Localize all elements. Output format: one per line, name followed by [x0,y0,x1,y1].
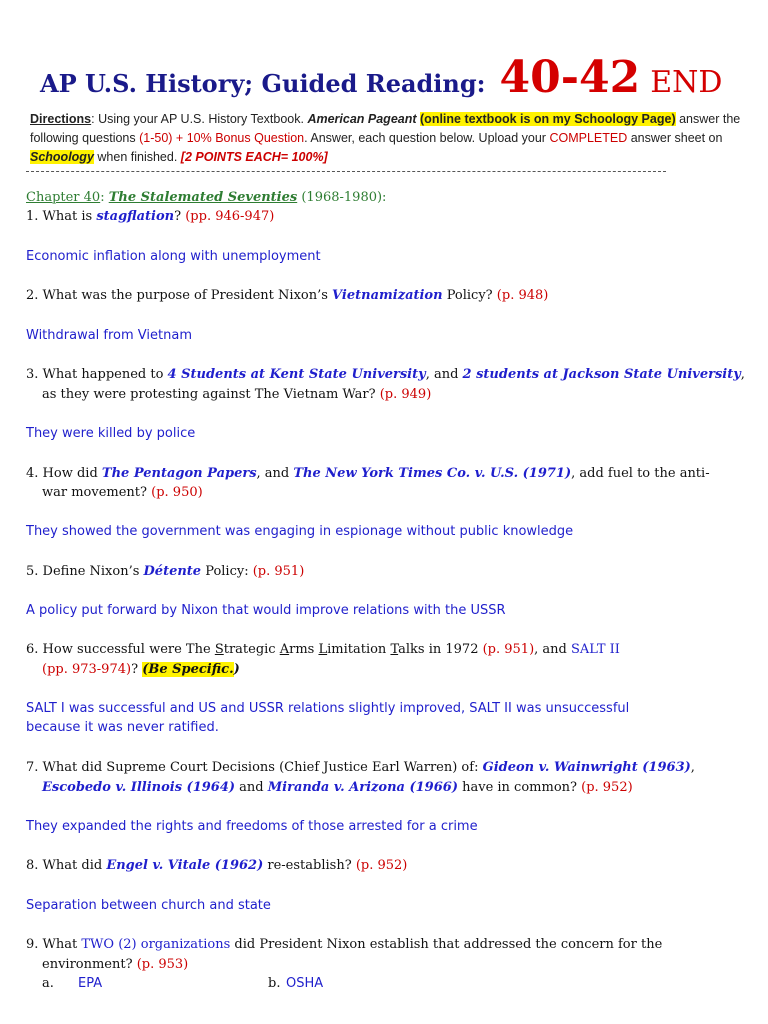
question-7 [26,760,695,775]
q3-term: 4 Students at Kent State University [167,367,426,382]
q6-t-rest: alks in 1972 [398,642,483,657]
q6-be-specific: (Be Specific. [142,662,234,677]
q5-suffix: Policy: [201,564,253,579]
q8-page: (p. 952) [355,858,408,873]
answer-1[interactable]: Economic inflation along with unemployment [26,249,321,264]
answer-4[interactable]: They showed the government was engaging in espionage without public knowledge [26,524,574,539]
q3-suffix: , [740,367,745,382]
question-7-line2 [42,780,633,795]
q4-page: (p. 950) [151,485,203,500]
textbook-title: American Pageant [307,112,417,126]
question-8 [26,858,407,873]
chapter-heading [26,190,386,205]
q1-text: 1. What is [26,209,97,224]
q6-qmark: ? [131,662,143,677]
q5-text: 5. Define Nixon’s [26,564,144,579]
q6-mid: , and [534,642,571,657]
online-textbook-note: (online textbook is on my Schoology Page) [420,112,676,126]
question-2 [26,288,548,303]
question-9-line2 [42,957,188,972]
chapter-label: Chapter 40 [26,190,101,205]
completed-word: COMPLETED [549,131,628,145]
q6-a-rest: rms [289,642,319,657]
answer-6-line1[interactable]: SALT I was successful and US and USSR relations slightly improved, SALT II was unsuccessful [26,701,630,716]
title-range: 40-42 [499,52,641,103]
q7-term: Gideon v. Wainwright (1963) [482,760,691,775]
directions-block [30,110,742,167]
q9-option-b [268,976,280,991]
q3-term2: 2 students at Jackson State University [462,367,741,382]
schoology-word: Schoology [30,150,94,164]
q3-line2: as they were protesting against The Vietnam War? [42,387,380,402]
q7-line2-suffix: have in common? [457,780,582,795]
answer-6-line2[interactable]: because it was never ratified. [26,720,219,735]
directions-text-1: : Using your AP U.S. History Textbook. [91,112,304,126]
q9-option-b-answer[interactable]: OSHA [286,976,324,991]
q4-suffix: , add fuel to the anti- [571,466,710,481]
chapter-sep: : [100,190,109,205]
q9-option-a-answer[interactable]: EPA [78,976,103,991]
directions-text-3: . Answer, each question below. Upload your [304,131,546,145]
question-4 [26,466,710,481]
q5-term: Détente [143,564,202,579]
q6-page2: (pp. 973-974) [42,662,132,677]
q3-text: 3. What happened to [26,367,168,382]
answer-2[interactable]: Withdrawal from Vietnam [26,328,192,343]
q9-line2: environment? [42,957,137,972]
q4-line2: war movement? [42,485,152,500]
q9-page: (p. 953) [136,957,189,972]
q4-term: The Pentagon Papers [101,466,257,481]
question-range: (1-50) + 10% Bonus Question [139,131,305,145]
question-4-line2 [42,485,203,500]
question-6 [26,642,620,657]
q7-term3: Miranda v. Arizona (1966) [267,780,458,795]
q4-mid: , and [256,466,294,481]
q2-text: 2. What was the purpose of President Nixon’s [26,288,333,303]
q1-term: stagflation [96,209,175,224]
answer-8[interactable]: Separation between church and state [26,898,271,913]
q7-suffix: , [690,760,695,775]
q6-page: (p. 951) [482,642,535,657]
directions-text-5: when finished. [97,150,178,164]
q8-text: 8. What did [26,858,107,873]
q8-suffix: re-establish? [263,858,356,873]
q6-salt2: SALT II [570,642,620,657]
q6-l: L [318,642,328,657]
q6-a: A [279,642,290,657]
q6-l-rest: imitation [327,642,391,657]
question-5 [26,564,304,579]
q2-page: (p. 948) [496,288,549,303]
q7-and: and [235,780,268,795]
question-9 [26,937,662,952]
q9-option-a-label: a. [42,976,54,991]
q4-term2: The New York Times Co. v. U.S. (1971) [293,466,572,481]
q2-suffix: Policy? [442,288,497,303]
question-1 [26,209,274,224]
q9-text: 9. What [26,937,82,952]
q1-page: (pp. 946-947) [185,209,275,224]
answer-7[interactable]: They expanded the rights and freedoms of those arrested for a crime [26,819,478,834]
q6-t: T [390,642,399,657]
q9-suffix: did President Nixon establish that addressed the concern for the [230,937,663,952]
q4-text: 4. How did [26,466,102,481]
q9-option-b-label: b. [268,976,281,991]
q9-option-a [42,976,54,991]
directions-label: Directions [30,112,92,126]
answer-5[interactable]: A policy put forward by Nixon that would improve relations with the USSR [26,603,506,618]
q1-suffix: ? [174,209,186,224]
answer-3[interactable]: They were killed by police [26,426,196,441]
question-3-line2 [42,387,431,402]
chapter-years: (1968-1980): [297,190,387,205]
q9-term: TWO (2) organizations [81,937,231,952]
q8-term: Engel v. Vitale (1962) [106,858,264,873]
question-3 [26,367,745,382]
question-6-line2 [42,662,240,677]
dashed-divider [26,171,666,172]
q3-page: (p. 949) [379,387,432,402]
page-title [40,52,722,103]
q7-text: 7. What did Supreme Court Decisions (Chief Justice Earl Warren) of: [26,760,483,775]
q7-term2: Escobedo v. Illinois (1964) [42,780,236,795]
title-end: END [650,65,723,100]
q3-mid: , and [425,367,463,382]
directions-text-2: answer the following questions [30,112,741,145]
directions-text-4: answer sheet on [630,131,723,145]
q2-term: Vietnamization [332,288,443,303]
points-note: [2 POINTS EACH= 100%] [180,150,328,164]
q6-s-rest: trategic [223,642,280,657]
title-main: AP U.S. History; Guided Reading: [40,69,486,98]
q6-text: 6. How successful were The [26,642,215,657]
chapter-name: The Stalemated Seventies [108,190,298,205]
q5-page: (p. 951) [252,564,305,579]
q6-s: S [214,642,224,657]
q6-close: ) [233,662,240,677]
q7-page: (p. 952) [581,780,633,795]
